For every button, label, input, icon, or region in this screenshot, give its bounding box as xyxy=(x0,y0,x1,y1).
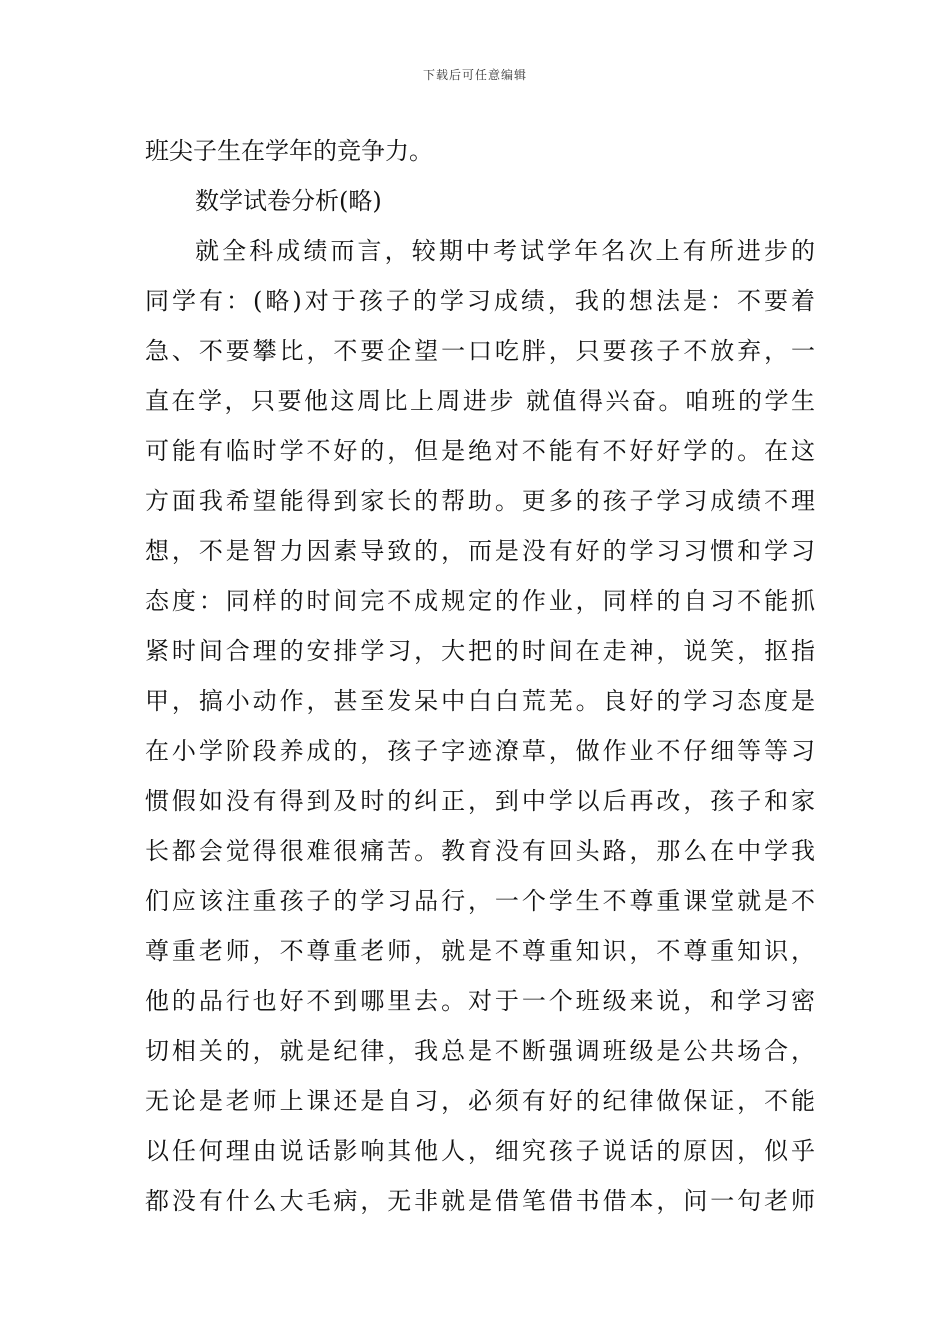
text-line: 他的品行也好不到哪里去。对于一个班级来说，和学习密 xyxy=(145,987,815,1015)
text-line: 惯假如没有得到及时的纠正，到中学以后再改，孩子和家 xyxy=(145,787,815,815)
text-line: 们应该注重孩子的学习品行，一个学生不尊重课堂就是不 xyxy=(145,887,815,915)
text-line: 可能有临时学不好的，但是绝对不能有不好好学的。在这 xyxy=(145,437,815,465)
page-header: 下载后可任意编辑 xyxy=(422,68,527,82)
text-line: 甲，搞小动作，甚至发呆中白白荒芜。良好的学习态度是 xyxy=(145,687,815,715)
text-line: 切相关的，就是纪律，我总是不断强调班级是公共场合， xyxy=(145,1037,815,1065)
text-line: 以任何理由说话影响其他人，细究孩子说话的原因，似乎 xyxy=(145,1137,815,1165)
text-line: 无论是老师上课还是自习，必须有好的纪律做保证，不能 xyxy=(145,1087,815,1115)
text-line: 同学有：(略)对于孩子的学习成绩，我的想法是：不要着 xyxy=(145,287,815,315)
text-line: 紧时间合理的安排学习，大把的时间在走神，说笑，抠指 xyxy=(145,637,815,665)
text-line: 班尖子生在学年的竞争力。 xyxy=(145,137,433,165)
text-line: 就全科成绩而言，较期中考试学年名次上有所进步的 xyxy=(195,237,815,265)
text-line: 直在学，只要他这周比上周进步 就值得兴奋。咱班的学生 xyxy=(145,387,815,415)
text-line: 长都会觉得很难很痛苦。教育没有回头路，那么在中学我 xyxy=(145,837,815,865)
text-line: 想，不是智力因素导致的，而是没有好的学习习惯和学习 xyxy=(145,537,815,565)
text-line: 态度：同样的时间完不成规定的作业，同样的自习不能抓 xyxy=(145,587,815,615)
text-line: 在小学阶段养成的，孩子字迹潦草，做作业不仔细等等习 xyxy=(145,737,815,765)
text-line: 数学试卷分析(略) xyxy=(195,187,382,215)
text-line: 都没有什么大毛病，无非就是借笔借书借本，问一句老师 xyxy=(145,1187,815,1215)
text-line: 方面我希望能得到家长的帮助。更多的孩子学习成绩不理 xyxy=(145,487,815,515)
text-line: 急、不要攀比，不要企望一口吃胖，只要孩子不放弃，一 xyxy=(145,337,815,365)
text-line: 尊重老师，不尊重老师，就是不尊重知识，不尊重知识， xyxy=(145,937,815,965)
document-body xyxy=(145,126,815,1226)
